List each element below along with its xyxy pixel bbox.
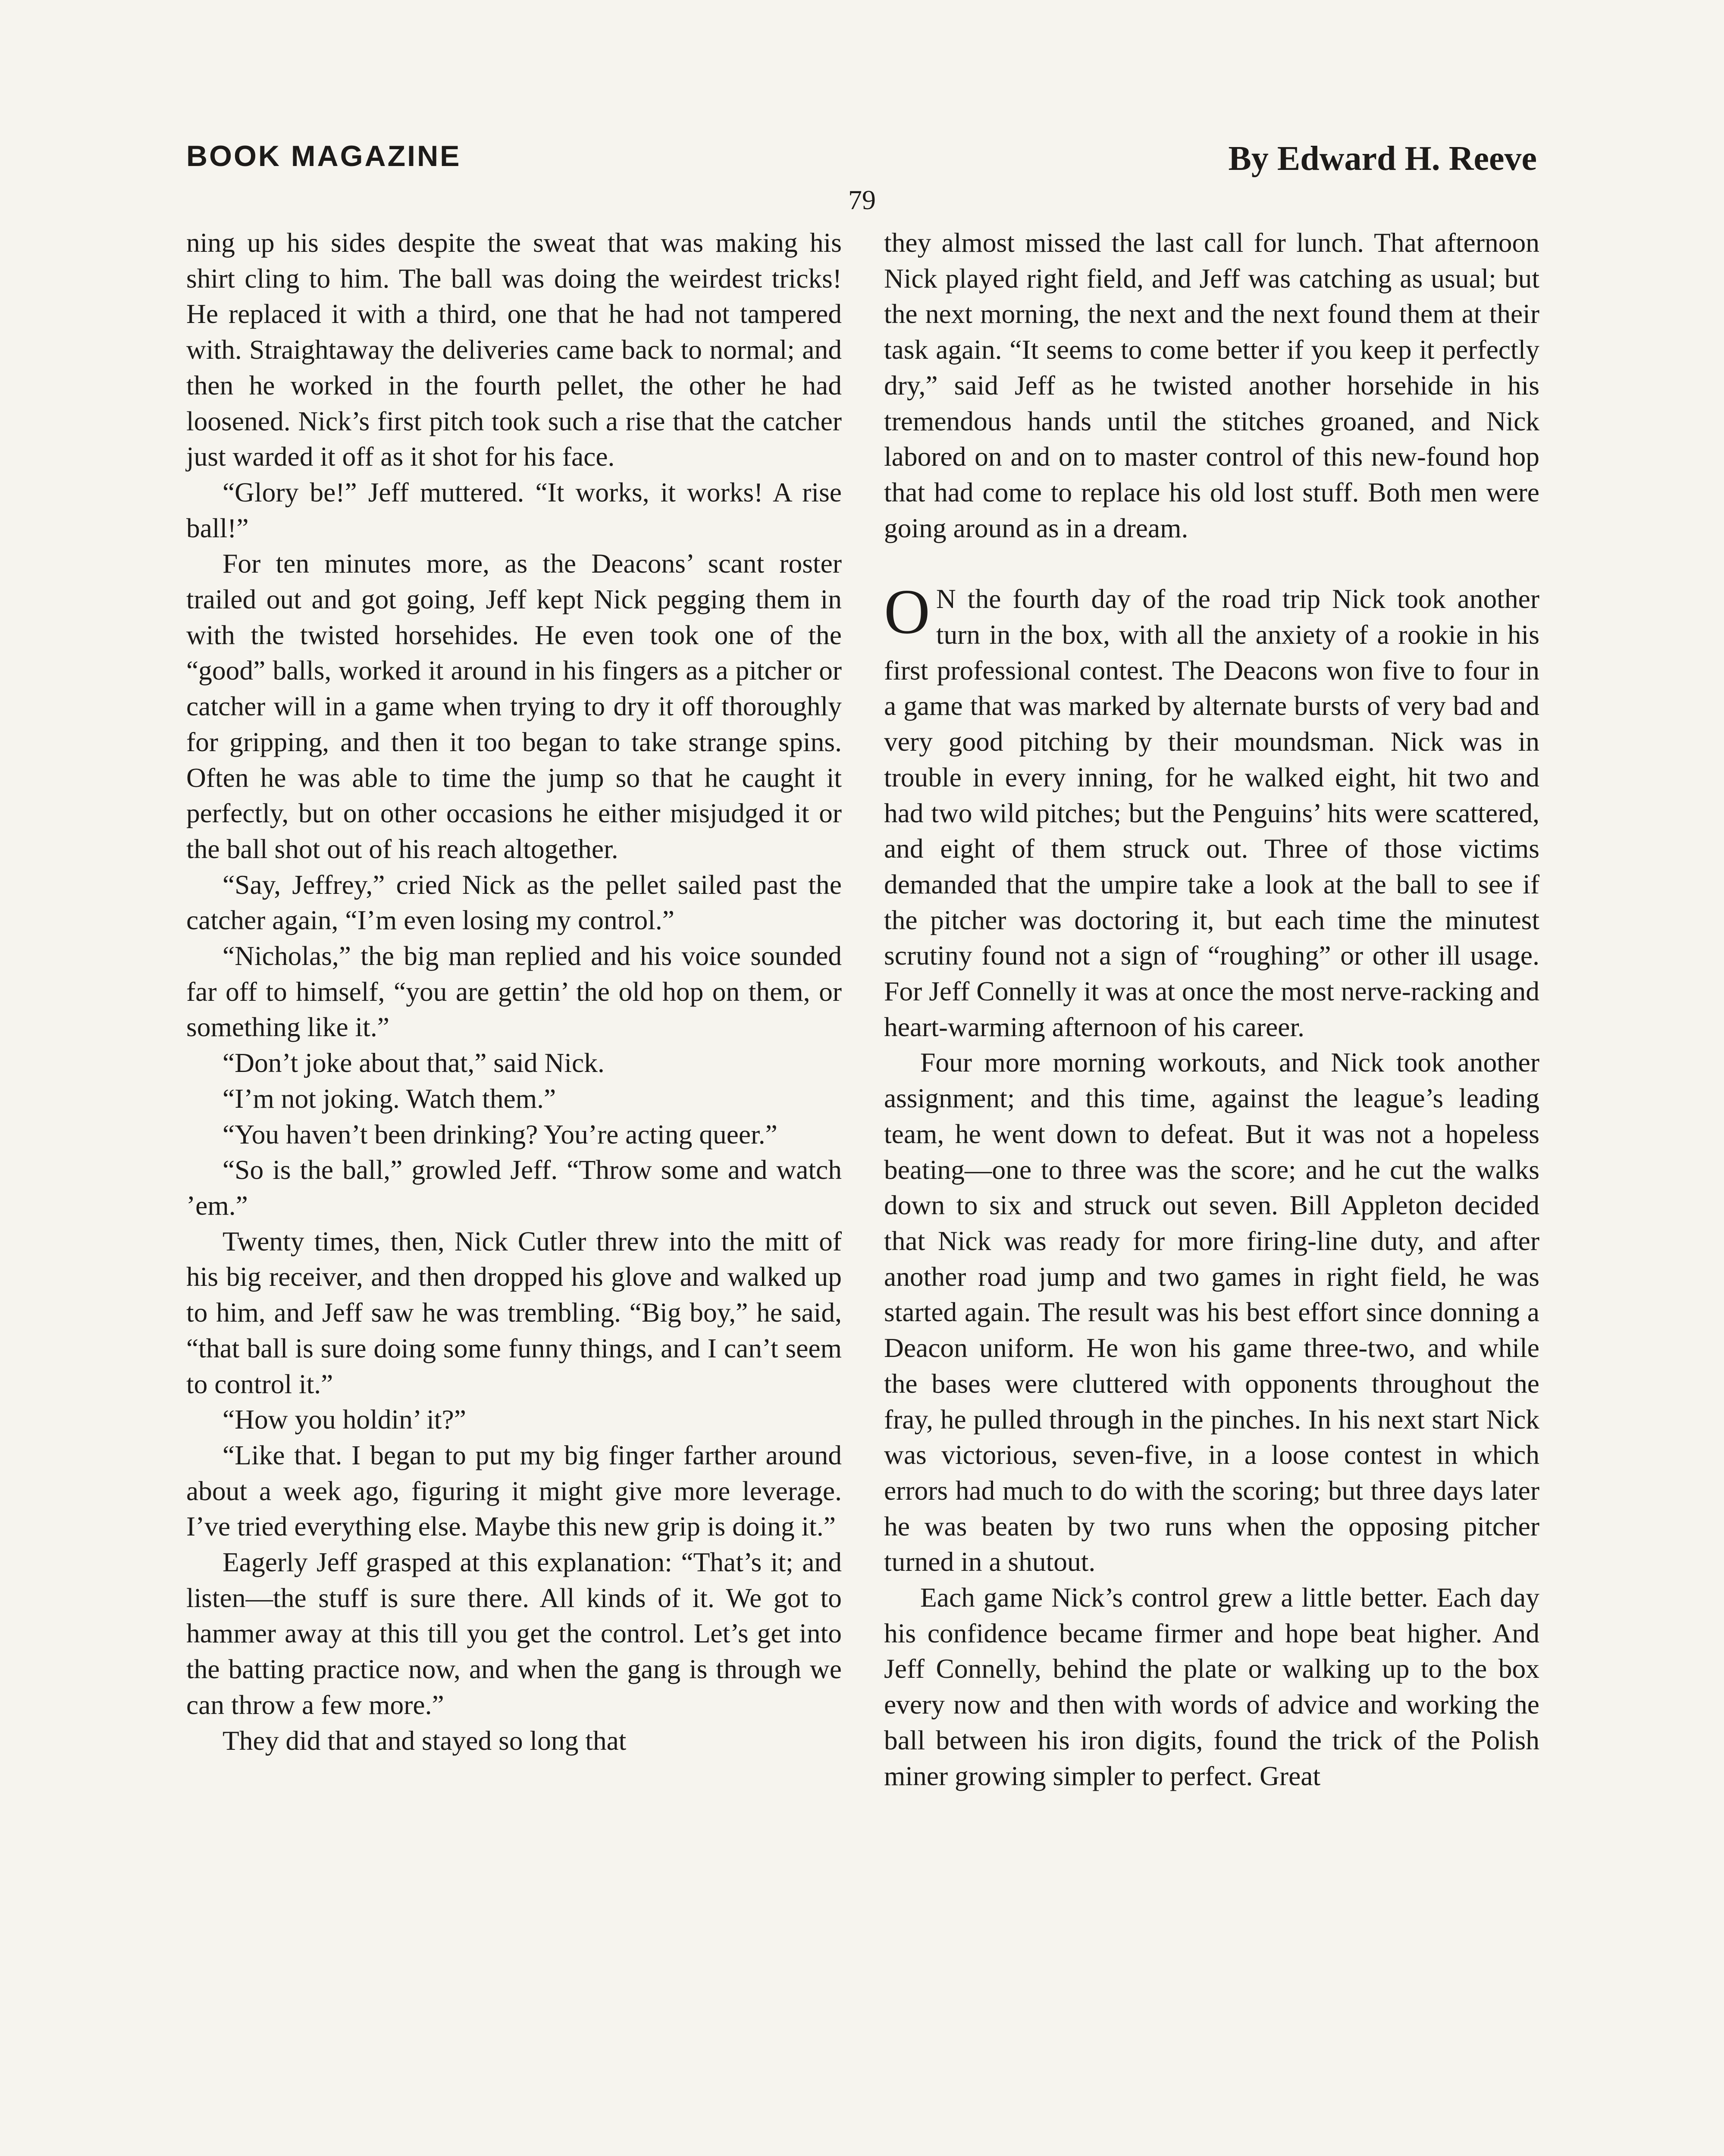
- paragraph: ning up his sides despite the sweat that was making his shirt cling to him. The ball was doing the weirdest tricks! He replaced it with a third, one that he had not tampered with. Straightaway the deliveries came back to normal; and then he worked in the fourth pellet, the other he had loosened. Nick’s first pitch took such a rise that the catcher just warded it off as it shot for his face.: [186, 227, 842, 472]
- paragraph: For ten minutes more, as the Deacons’ scant roster trailed out and got going, Jeff kept Nick pegging them in with the twisted horsehides. He even took one of the “good” balls, worked it around in his fingers as a pitcher or catcher will in a game when trying to dry it off thoroughly for gripping, and then it too began to take strange spins. Often he was able to time the jump so that he caught it perfectly, but on other occasions he either misjudged it or the ball shot out of his reach altogether.: [186, 548, 842, 864]
- paragraph: Twenty times, then, Nick Cutler threw into the mitt of his big receiver, and then dropped his glove and walked up to him, and Jeff saw he was trembling. “Big boy,” he said, “that ball is sure doing some funny things, and I can’t seem to control it.”: [186, 1225, 842, 1399]
- paragraph: Four more morning workouts, and Nick took another assignment; and this time, against the league’s leading team, he went down to defeat. But it was not a hopeless beating—one to three was the score; and he cut the walks down to six and struck out seven. Bill Appleton decided that Nick was ready for more firing-line duty, and after another road jump and two games in right field, he was started again. The result was his best effort since donning a Deacon uniform. He won his game three-two, and while the bases were cluttered with opponents throughout the fray, he pulled through in the pinches. In his next start Nick was victorious, seven-five, in a loose contest in which errors had much to do with the scoring; but three days later he was beaten by two runs when the opposing pitcher turned in a shutout.: [884, 1047, 1539, 1577]
- page-number: 79: [848, 185, 876, 215]
- author-byline: By Edward H. Reeve: [1228, 140, 1537, 178]
- paragraph: They did that and stayed so long that: [223, 1725, 627, 1756]
- paragraph-drop-cap: ON the fourth day of the road trip Nick took another turn in the box, with all the anxiety of a rookie in his first professional contest. The Deacons won five to four in a game that was marked by alternate bursts of very bad and very good pitching by their moundsman. Nick was in trouble in every inning, for he walked eight, hit two and had two wild pitches; but the Penguins’ hits were scattered, and eight of them struck out. Three of those victims demanded that the umpire take a look at the ball to see if the pitcher was doctoring it, but each time the minutest scrutiny found not a sign of “roughing” or other ill usage. For Jeff Connelly it was at once the most nerve-racking and heart-warming afternoon of his career.: [884, 577, 1539, 1042]
- text-column-left: [186, 225, 842, 1758]
- paragraph: Each game Nick’s control grew a little better. Each day his confidence became firmer and hope beat higher. And Jeff Connelly, behind the plate or walking up to the box every now and then with words of advice and working the ball between his iron digits, found the trick of the Polish miner growing simpler to perfect. Great: [884, 1582, 1539, 1791]
- paragraph: they almost missed the last call for lunch. That afternoon Nick played right field, and Jeff was catching as usual; but the next morning, the next and the next found them at their task again. “It seems to come better if you keep it perfectly dry,” said Jeff as he twisted another horsehide in his tremendous hands until the stitches groaned, and Nick labored on and on to master control of this new-found hop that had come to replace his old lost stuff. Both men were going around as in a dream.: [884, 227, 1539, 543]
- paragraph: “How you holdin’ it?”: [223, 1404, 466, 1435]
- paragraph: Eagerly Jeff grasped at this explanation: “That’s it; and listen—the stuff is sure there. All kinds of it. We got to hammer away at this till you get the control. Let’s get into the batting practice now, and when the gang is through we can throw a few more.”: [186, 1547, 842, 1720]
- text-column-right: [884, 225, 1539, 1794]
- paragraph: “Glory be!” Jeff muttered. “It works, it works! A rise ball!”: [186, 476, 842, 543]
- paragraph: “Don’t joke about that,” said Nick.: [223, 1047, 605, 1078]
- paragraph: “Nicholas,” the big man replied and his voice sounded far off to himself, “you are gettin’ the old hop on them, or something like it.”: [186, 940, 842, 1043]
- paragraph: “Say, Jeffrey,” cried Nick as the pellet sailed past the catcher again, “I’m even losing my control.”: [186, 869, 842, 936]
- paragraph: “You haven’t been drinking? You’re acting queer.”: [223, 1119, 777, 1150]
- section-break: [884, 546, 1539, 581]
- paragraph: “I’m not joking. Watch them.”: [223, 1083, 556, 1114]
- paragraph: “Like that. I began to put my big finger farther around about a week ago, figuring it might give more leverage. I’ve tried everything else. Maybe this new grip is doing it.”: [186, 1439, 842, 1542]
- paragraph: “So is the ball,” growled Jeff. “Throw some and watch ’em.”: [186, 1154, 842, 1221]
- magazine-title: BOOK MAGAZINE: [186, 140, 461, 172]
